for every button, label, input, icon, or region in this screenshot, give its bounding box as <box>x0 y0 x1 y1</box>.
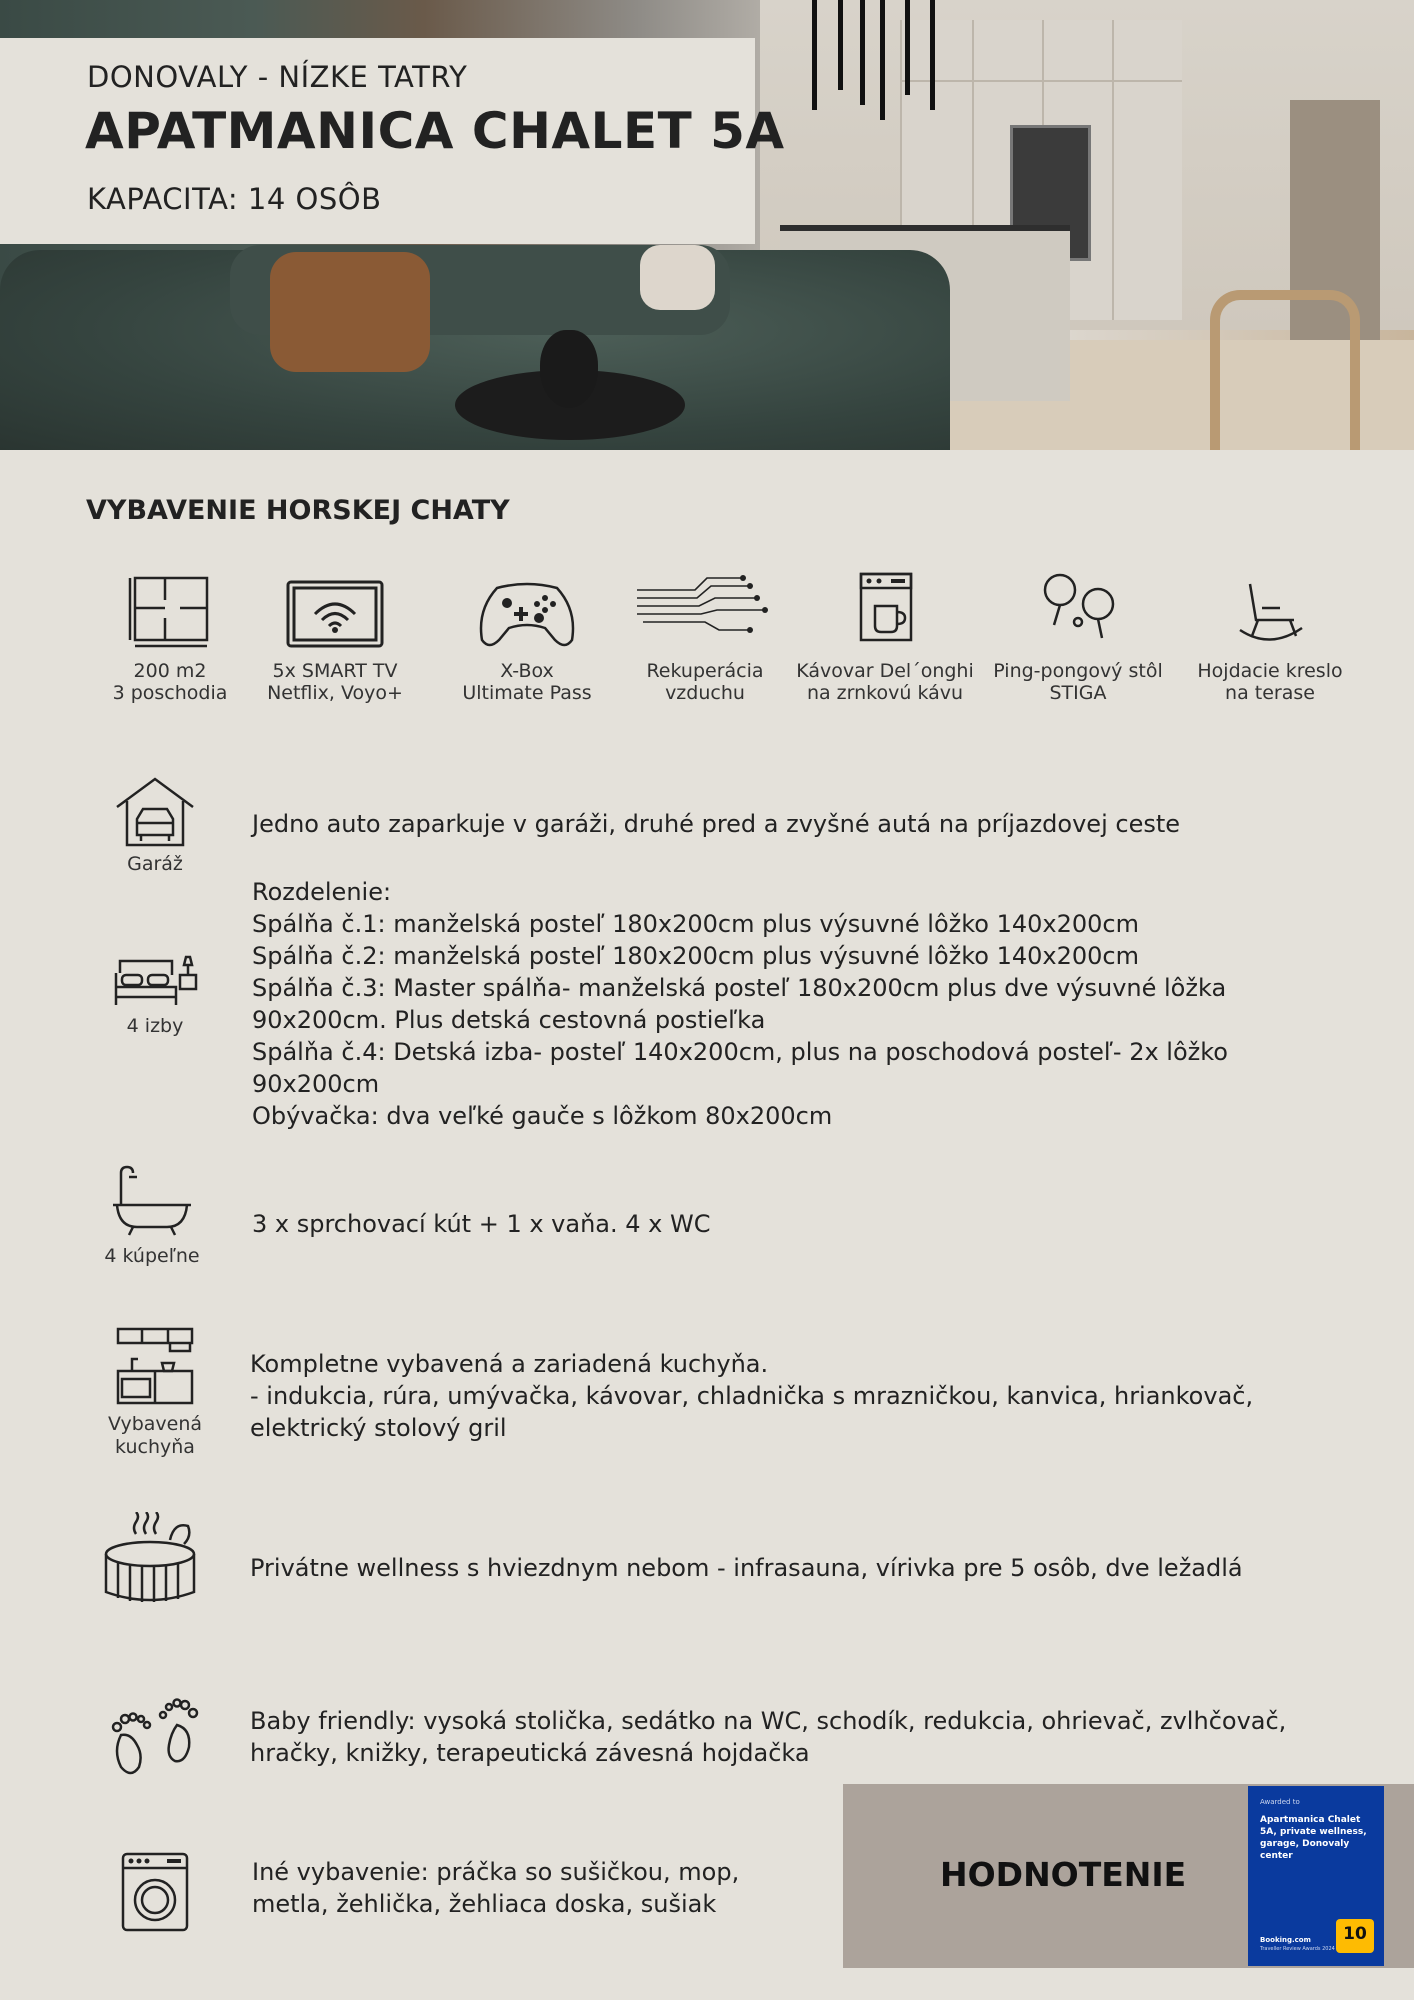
booking-award-badge <box>1248 1786 1384 1966</box>
floor-plan-icon <box>110 570 230 658</box>
feature-floor-plan <box>80 570 260 704</box>
kitchen-line: - indukcia, rúra, umývačka, kávovar, chladnička s mrazničkou, kanvica, hriankovač, <box>250 1382 1254 1410</box>
rooms-line: Spálňa č.3: Master spálňa- manželská posteľ 180x200cm plus dve výsuvné lôžka <box>252 974 1227 1002</box>
rooms-line: Spálňa č.4: Detská izba- posteľ 140x200cm, plus na poschodová posteľ- 2x lôžko <box>252 1038 1228 1066</box>
rooms-line: Rozdelenie: <box>252 878 392 906</box>
ping-pong-icon <box>1018 570 1138 658</box>
kitchen-line: Kompletne vybavená a zariadená kuchyňa. <box>250 1350 769 1378</box>
bathtub-icon <box>107 1165 197 1239</box>
badge-property-name: Apartmanica Chalet 5A, private wellness, garage, Donovaly center <box>1260 1815 1367 1861</box>
washing-machine-icon <box>115 1850 195 1934</box>
feature-line2: STIGA <box>1049 682 1107 704</box>
feature-line1: Hojdacie kreslo <box>1197 660 1343 682</box>
pillow <box>270 252 430 372</box>
dining-chair <box>1210 290 1360 450</box>
location-subtitle: DONOVALY - NÍZKE TATRY <box>87 60 468 94</box>
feature-line1: 5x SMART TV <box>272 660 398 682</box>
feature-air-recovery <box>615 570 795 704</box>
baby-feet-icon <box>105 1695 205 1779</box>
feature-line2: 3 poschodia <box>112 682 228 704</box>
feature-line1: Rekuperácia <box>646 660 764 682</box>
smart-tv-icon <box>275 570 395 658</box>
feature-line1: Kávovar Del´onghi <box>796 660 974 682</box>
badge-score: 10 <box>1336 1919 1374 1953</box>
other-item <box>95 1850 215 1934</box>
feature-ping-pong <box>988 570 1168 704</box>
other-line: Iné vybavenie: práčka so sušičkou, mop, <box>252 1858 740 1886</box>
badge-award-name: Traveller Review Awards 2024 <box>1260 1946 1335 1952</box>
bed-icon <box>110 945 200 1009</box>
feature-line1: X-Box <box>500 660 554 682</box>
feature-line2: Ultimate Pass <box>462 682 592 704</box>
garage-icon <box>113 775 197 847</box>
feature-coffee-machine <box>795 570 975 704</box>
kitchen-line: elektrický stolový gril <box>250 1414 507 1442</box>
feature-rocking-chair <box>1180 570 1360 704</box>
kitchen-text <box>250 1348 1253 1444</box>
feature-smart-tv <box>245 570 425 704</box>
feature-xbox <box>437 570 617 704</box>
gamepad-icon <box>467 570 587 658</box>
baby-line: Baby friendly: vysoká stolička, sedátko na WC, schodík, redukcia, ohrievač, zvlhčovač, <box>250 1707 1287 1735</box>
bathrooms-caption: 4 kúpeľne <box>104 1245 200 1267</box>
other-line: metla, žehlička, žehliaca doska, sušiak <box>252 1890 717 1918</box>
air-recovery-icon <box>635 570 775 658</box>
badge-brand: Booking.com <box>1260 1936 1311 1944</box>
rocking-chair-icon <box>1210 570 1330 658</box>
rooms-line: 90x200cm <box>252 1070 380 1098</box>
feature-line2: Netflix, Voyo+ <box>267 682 403 704</box>
rooms-item <box>85 945 225 1038</box>
kitchen-item <box>85 1325 225 1459</box>
kitchen-caption-line: kuchyňa <box>115 1436 195 1458</box>
other-text <box>252 1856 739 1920</box>
feature-line2: vzduchu <box>665 682 745 704</box>
vase <box>540 330 598 408</box>
rooms-line: Obývačka: dva veľké gauče s lôžkom 80x200cm <box>252 1102 833 1130</box>
hot-tub-icon <box>100 1512 210 1608</box>
kitchen-caption-line: Vybavená <box>107 1413 203 1435</box>
rooms-text <box>252 876 1228 1132</box>
page-title: APATMANICA CHALET 5A <box>85 102 785 160</box>
baby-item <box>95 1695 215 1779</box>
badge-awarded-text: Awarded to <box>1260 1798 1300 1806</box>
wellness-text: Privátne wellness s hviezdnym nebom - infrasauna, vírivka pre 5 osôb, dve ležadlá <box>250 1554 1243 1582</box>
capacity-text: KAPACITA: 14 OSÔB <box>87 182 382 216</box>
pillow <box>640 245 715 310</box>
rating-label: HODNOTENIE <box>940 1855 1187 1894</box>
feature-line2: na terase <box>1225 682 1315 704</box>
garage-text: Jedno auto zaparkuje v garáži, druhé pred a zvyšné autá na príjazdovej ceste <box>252 810 1181 838</box>
coffee-machine-icon <box>825 570 945 658</box>
rooms-line: Spálňa č.2: manželská posteľ 180x200cm plus výsuvné lôžko 140x200cm <box>252 942 1139 970</box>
rooms-line: 90x200cm. Plus detská cestovná postieľka <box>252 1006 766 1034</box>
baby-line: hračky, knižky, terapeutická závesná hojdačka <box>250 1739 810 1767</box>
bathrooms-item <box>82 1165 222 1268</box>
baby-text <box>250 1705 1286 1769</box>
garage-caption: Garáž <box>127 853 183 875</box>
equipment-heading: VYBAVENIE HORSKEJ CHATY <box>86 495 510 526</box>
feature-line1: Ping-pongový stôl <box>993 660 1163 682</box>
rooms-caption: 4 izby <box>126 1015 184 1037</box>
feature-line1: 200 m2 <box>133 660 207 682</box>
bathrooms-text: 3 x sprchovací kút + 1 x vaňa. 4 x WC <box>252 1210 711 1238</box>
garage-item <box>85 775 225 876</box>
kitchen-caption <box>85 1413 225 1459</box>
feature-line2: na zrnkovú kávu <box>806 682 964 704</box>
rooms-line: Spálňa č.1: manželská posteľ 180x200cm plus výsuvné lôžko 140x200cm <box>252 910 1139 938</box>
wellness-item <box>95 1512 215 1608</box>
kitchen-icon <box>112 1325 198 1407</box>
